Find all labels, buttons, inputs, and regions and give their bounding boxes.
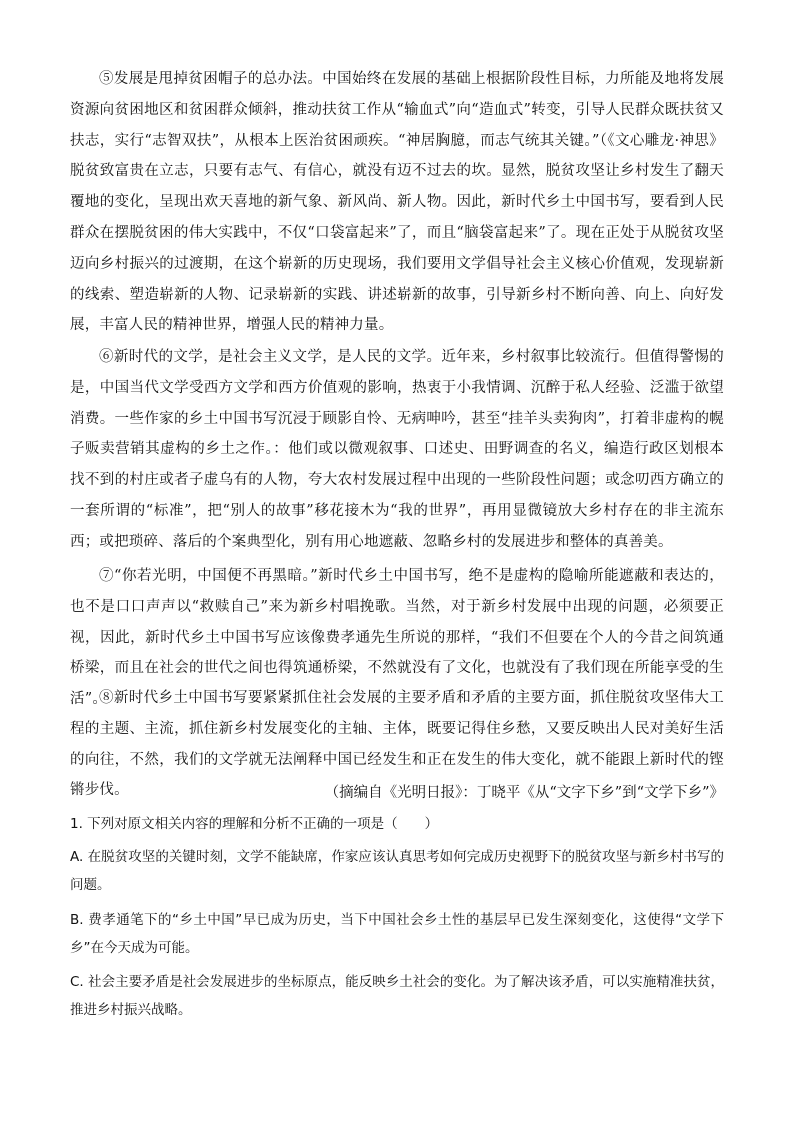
paragraph-8: ⑧新时代乡土中国书写要紧紧抓住社会发展的主要矛盾和矛盾的主要方面，抓住脱贫攻坚伟大工程的主题、主流，抓住新乡村发展变化的主轴、主体，既要记得住乡愁，又要反映出人民对美好生活的向往，不然，我们的文学就无法阐释中国已经发生和正在发生的伟大变化，就不能跟上新时代的铿锵步伐。 xyxy=(70,690,724,799)
option-b: B. 费孝通笔下的“乡土中国”早已成为历史，当下中国社会乡土性的基层早已发生深刻变化，这使得“文学下乡”在今天成为可能。 xyxy=(70,912,724,956)
option-c: C. 社会主要矛盾是社会发展进步的坐标原点，能反映乡土社会的变化。为了解决该矛盾，可以实施精准扶贫，推进乡村振兴战略。 xyxy=(70,974,724,1018)
paragraph-6: ⑥新时代的文学，是社会主义文学，是人民的文学。近年来，乡村叙事比较流行。但值得警惕的是，中国当代文学受西方文学和西方价值观的影响，热衷于小我情调、沉醉于私人经验、泛滥于欲望消费。一些作家的乡土中国书写沉浸于顾影自怜、无病呻吟，甚至“挂羊头卖狗肉”，打着非虚构的幌子贩卖营销其虚构的乡土之作。：他们或以微观叙事、口述史、田野调查的名义，编造行政区划根本找不到的村庄或者子虚乌有的人物，夸大农村发展过程中出现的一些阶段性问题；或念叨西方确立的一套所谓的“标准”，把“别人的故事”移花接木为“我的世界”，再用显微镜放大乡村存在的非主流东西；或把琐碎、落后的个案典型化，别有用心地遮蔽、忽略乡村的发展进步和整体的真善美。 xyxy=(70,349,724,550)
paragraph-7: ⑦“你若光明，中国便不再黑暗。”新时代乡土中国书写，绝不是虚构的隐喻所能遮蔽和表达的，也不是口口声声以“救赎自己”来为新乡村唱挽歌。当然，对于新乡村发展中出现的问题，必须要正视，因此，新时代乡土中国书写应该像费孝通先生所说的那样，“我们不但要在个人的今昔之间筑通桥梁，而且在社会的世代之间也得筑通桥梁，不然就没有了文化，也就没有了我们现在所能享受的生活”。 xyxy=(70,568,724,708)
question-1-stem: 1. 下列对原文相关内容的理解和分析不正确的一项是（ ） xyxy=(70,816,439,832)
source-citation: （摘编自《光明日报》：丁晓平《从“文字下乡”到“文学下乡”》 xyxy=(324,785,724,801)
paragraph-5: ⑤发展是甩掉贫困帽子的总办法。中国始终在发展的基础上根据阶段性目标，力所能及地将发展资源向贫困地区和贫困群众倾斜，推动扶贫工作从“输血式”向“造血式”转变，引导人民群众既扶贫又扶志，实行“志智双扶”，从根本上医治贫困顽疾。“神居胸臆，而志气统其关键。”（《文心雕龙·神思》脱贫致富贵在立志，只要有志气、有信心，就没有迈不过去的坎。显然，脱贫攻坚让乡村发生了翻天覆地的变化，呈现出欢天喜地的新气象、新风尚、新人物。因此，新时代乡土中国书写，要看到人民群众在摆脱贫困的伟大实践中，不仅“口袋富起来”了，而且“脑袋富起来”了。现在正处于从脱贫攻坚迈向乡村振兴的过渡期，在这个崭新的历史现场，我们要用文学倡导社会主义核心价值观，发现崭新的线索、塑造崭新的人物、记录崭新的实践、讲述崭新的故事，引导新乡村不断向善、向上、向好发展，丰富人民的精神世界，增强人民的精神力量。 xyxy=(70,71,724,334)
option-a: A. 在脱贫攻坚的关键时刻，文学不能缺席，作家应该认真思考如何完成历史视野下的脱贫攻坚与新乡村书写的问题。 xyxy=(70,849,724,893)
